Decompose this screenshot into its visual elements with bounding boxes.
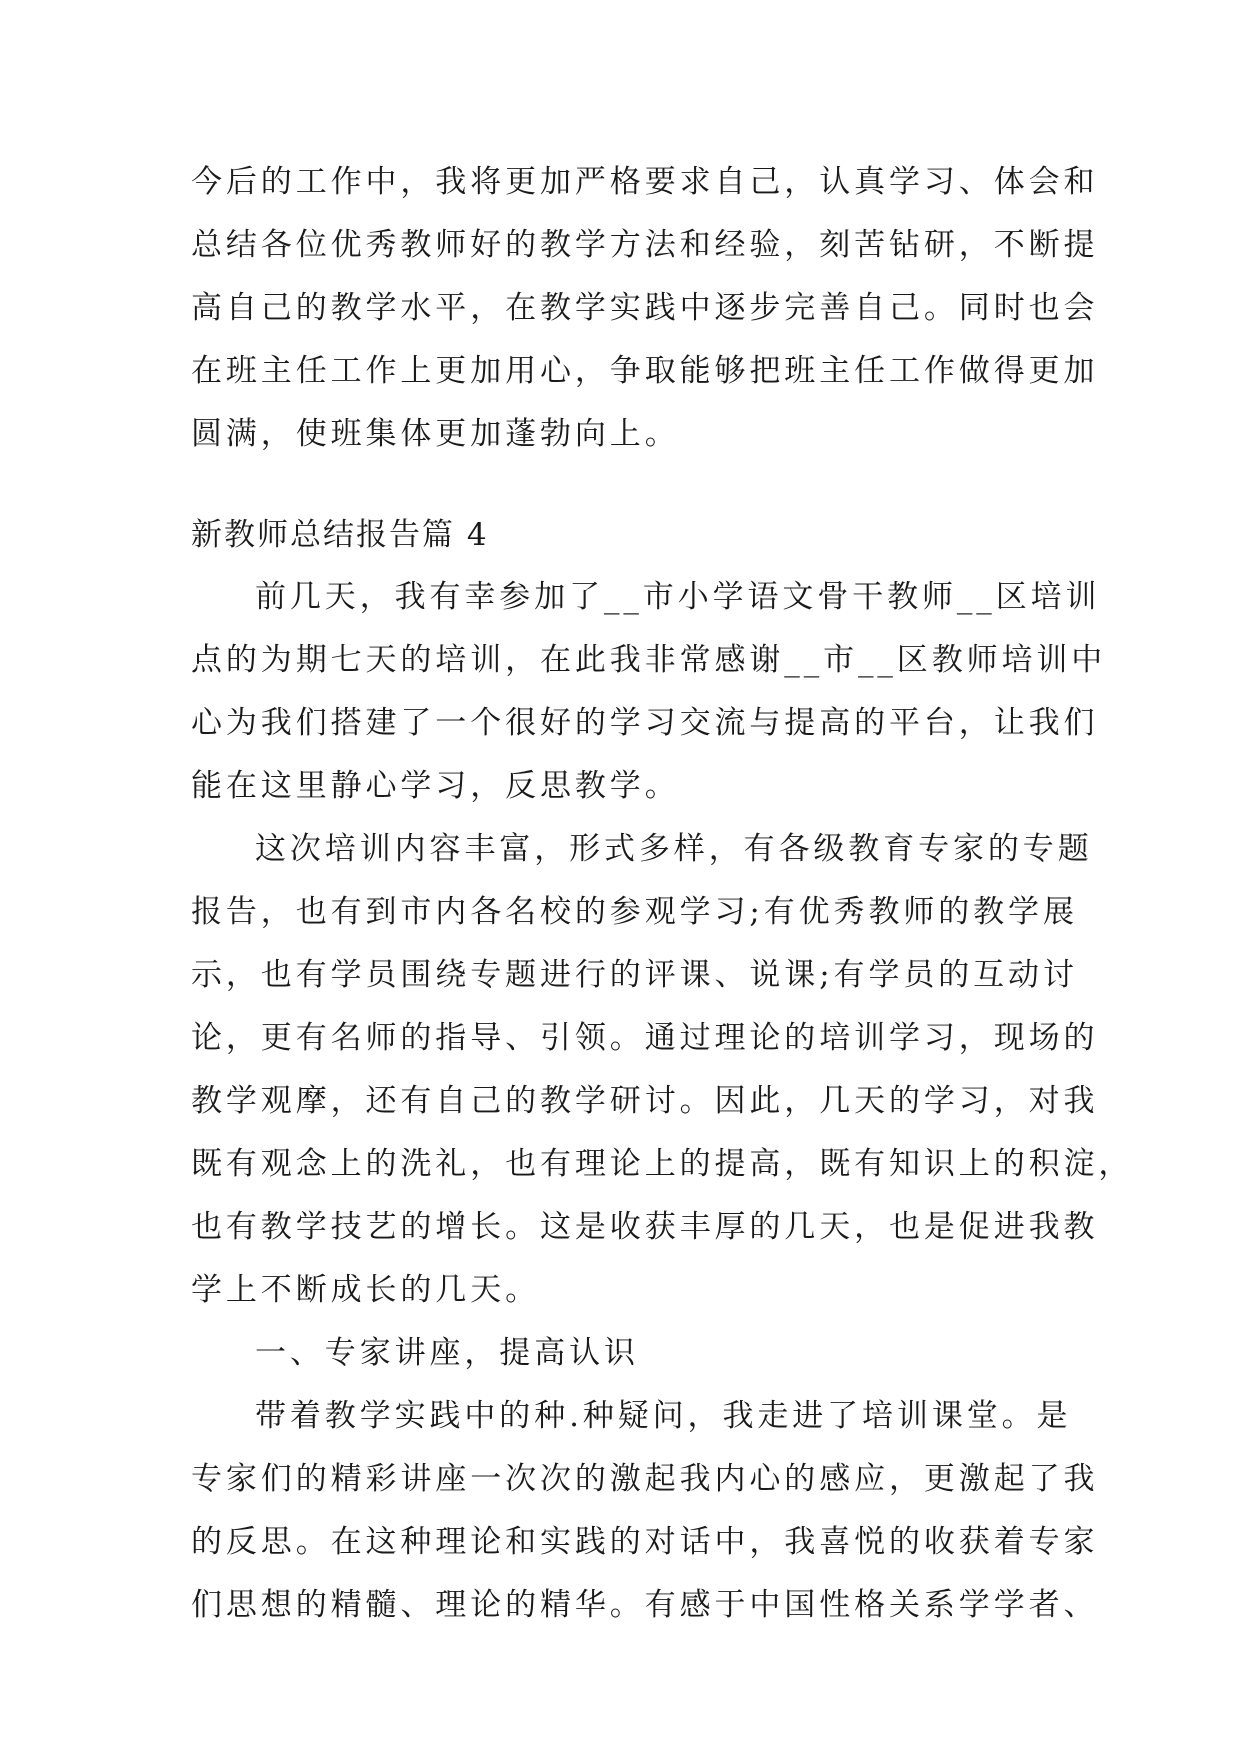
paragraph-line: 专家们的精彩讲座一次次的激起我内心的感应，更激起了我 [191,1461,1099,1497]
paragraph-line: 心为我们搭建了一个很好的学习交流与提高的平台，让我们 [191,705,1099,741]
paragraph-line: 在班主任工作上更加用心，争取能够把班主任工作做得更加 [191,353,1099,389]
section-heading: 新教师总结报告篇 4 [191,517,489,553]
paragraph-line: 学上不断成长的几天。 [191,1272,540,1308]
paragraph-line: 示，也有学员围绕专题进行的评课、说课;有学员的互动讨 [191,957,1078,993]
paragraph-line: 圆满，使班集体更加蓬勃向上。 [191,416,680,452]
paragraph-line: 总结各位优秀教师好的教学方法和经验，刻苦钻研，不断提 [191,227,1099,263]
paragraph-line: 论，更有名师的指导、引领。通过理论的培训学习，现场的 [191,1020,1099,1056]
paragraph-line: 教学观摩，还有自己的教学研讨。因此，几天的学习，对我 [191,1083,1099,1119]
paragraph-line: 这次培训内容丰富，形式多样，有各级教育专家的专题 [255,831,1093,867]
paragraph-line: 的反思。在这种理论和实践的对话中，我喜悦的收获着专家 [191,1524,1099,1560]
paragraph-line: 今后的工作中，我将更加严格要求自己，认真学习、体会和 [191,164,1099,200]
paragraph-line: 带着教学实践中的种.种疑问，我走进了培训课堂。是 [255,1398,1072,1434]
paragraph-line: 点的为期七天的培训，在此我非常感谢__市__区教师培训中 [191,642,1107,678]
paragraph-line: 也有教学技艺的增长。这是收获丰厚的几天，也是促进我教 [191,1209,1099,1245]
paragraph-line: 报告，也有到市内各名校的参观学习;有优秀教师的教学展 [191,894,1078,930]
paragraph-line: 高自己的教学水平，在教学实践中逐步完善自己。同时也会 [191,290,1099,326]
paragraph-line: 能在这里静心学习，反思教学。 [191,768,680,804]
paragraph-line: 既有观念上的洗礼，也有理论上的提高，既有知识上的积淀， [191,1146,1134,1182]
subsection-heading: 一、专家讲座，提高认识 [255,1335,639,1371]
paragraph-line: 们思想的精髓、理论的精华。有感于中国性格关系学学者、 [191,1587,1099,1623]
paragraph-line: 前几天，我有幸参加了__市小学语文骨干教师__区培训 [255,579,1101,615]
